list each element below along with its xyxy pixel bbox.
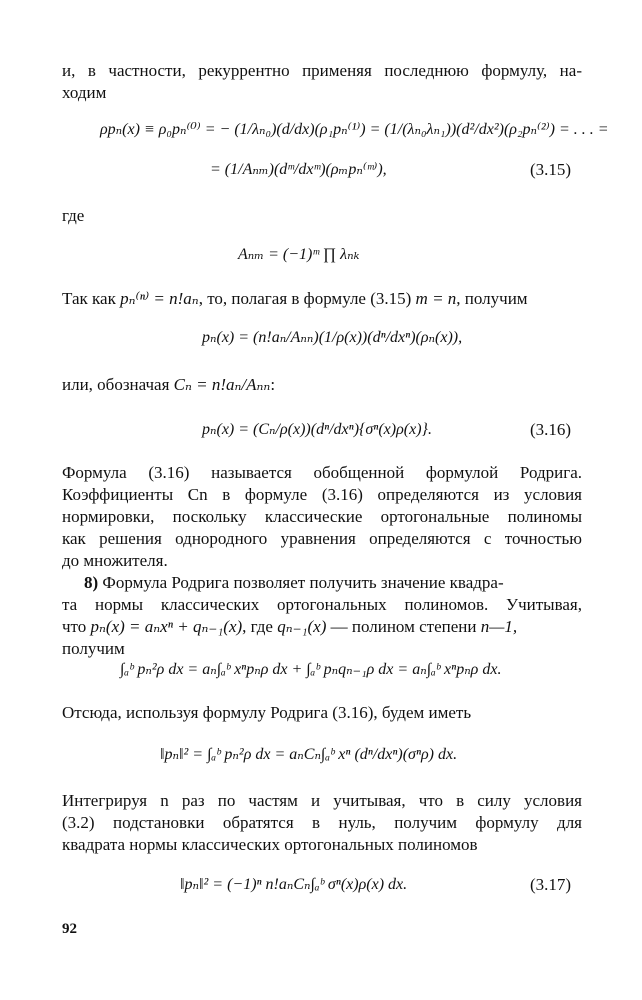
- inline-formula: n—1,: [480, 617, 518, 636]
- text-line: нормировки, поскольку классические ортогональные полиномы: [62, 507, 582, 526]
- text-fragment: Так как: [62, 289, 116, 308]
- equation-Anm: Aₙₘ = (−1)ᵐ ∏ λₙₖ: [238, 246, 360, 263]
- text-line: Формула (3.16) называется обобщенной формулой Родрига.: [62, 463, 582, 482]
- inline-formula: m = n: [415, 289, 457, 308]
- text-line: [62, 288, 582, 310]
- text-line: и, в частности, рекуррентно применяя последнюю формулу, на-: [62, 61, 582, 80]
- inline-formula: pₙ⁽ⁿ⁾ = n!aₙ: [120, 289, 199, 308]
- text-line: (3.2) подстановки обратятся в нуль, получим формулу для: [62, 813, 582, 832]
- text-fragment: что: [62, 617, 87, 636]
- text-line: [62, 616, 582, 638]
- text-line: [84, 572, 582, 594]
- equation-3-16: pₙ(x) = (Cₙ/ρ(x))(dⁿ/dxⁿ){σⁿ(x)ρ(x)}.: [202, 421, 432, 438]
- equation-label-3-17: (3.17): [530, 875, 572, 894]
- text-line: как решения однородного уравнения определяются с точностью: [62, 529, 582, 548]
- equation-3-15-line2: = (1/Aₙₘ)(dᵐ/dxᵐ)(ρₘpₙ⁽ᵐ⁾),: [210, 161, 387, 178]
- text-fragment: — полином степени: [330, 617, 477, 636]
- equation-pn: pₙ(x) = (n!aₙ/Aₙₙ)(1/ρ(x))(dⁿ/dxⁿ)(ρₙ(x)),: [202, 329, 463, 346]
- text-fragment: Формула Родрига позволяет получить значение квадра-: [102, 573, 504, 592]
- equation-label-3-15: (3.15): [530, 160, 572, 179]
- text-line: ходим: [62, 83, 107, 102]
- item-number: 8): [84, 573, 99, 592]
- text-line: или, обозначая Cₙ = n!aₙ/Aₙₙ:: [62, 375, 276, 394]
- equation-label-3-16: (3.16): [530, 420, 572, 439]
- equation-integral: ∫ₐᵇ pₙ²ρ dx = aₙ∫ₐᵇ xⁿpₙρ dx + ∫ₐᵇ pₙqₙ₋₁ρ dx = aₙ∫ₐᵇ xⁿpₙρ dx.: [120, 661, 502, 678]
- text-line: Отсюда, используя формулу Родрига (3.16), будем иметь: [62, 703, 472, 722]
- inline-formula: qₙ₋₁(x): [277, 617, 327, 636]
- inline-formula: Cₙ = n!aₙ/Aₙₙ: [173, 375, 271, 394]
- page-number: 92: [62, 921, 77, 937]
- equation-3-17: ‖pₙ‖² = (−1)ⁿ n!aₙCₙ∫ₐᵇ σⁿ(x)ρ(x) dx.: [180, 876, 408, 893]
- equation-3-15-line1: ρpₙ(x) ≡ ρ₀pₙ⁽⁰⁾ = − (1/λₙ₀)(d/dx)(ρ₁pₙ⁽¹⁾) = (1/(λₙ₀λₙ₁))(d²/dx²)(ρ₂pₙ⁽²⁾) = . . . =: [100, 121, 609, 138]
- text-fragment: , где: [242, 617, 273, 636]
- text-line: Коэффициенты Cn в формуле (3.16) определяются из условия: [62, 485, 582, 504]
- text-fragment: , то, полагая в формуле (3.15): [198, 289, 412, 308]
- text-line: та нормы классических ортогональных полиномов. Учитывая,: [62, 595, 582, 614]
- inline-formula: pₙ(x) = aₙxⁿ + qₙ₋₁(x): [90, 617, 243, 636]
- text-fragment: , получим: [456, 289, 528, 308]
- text-line: Интегрируя n раз по частям и учитывая, что в силу условия: [62, 791, 582, 810]
- text-line: получим: [62, 639, 125, 658]
- text-line: до множителя.: [62, 551, 168, 570]
- text-fragment: или, обозначая: [62, 375, 170, 394]
- equation-norm: ‖pₙ‖² = ∫ₐᵇ pₙ²ρ dx = aₙCₙ∫ₐᵇ xⁿ (dⁿ/dxⁿ)(σⁿρ) dx.: [160, 746, 458, 763]
- text-line: квадрата нормы классических ортогональных полиномов: [62, 835, 478, 854]
- text-line: где: [62, 206, 85, 225]
